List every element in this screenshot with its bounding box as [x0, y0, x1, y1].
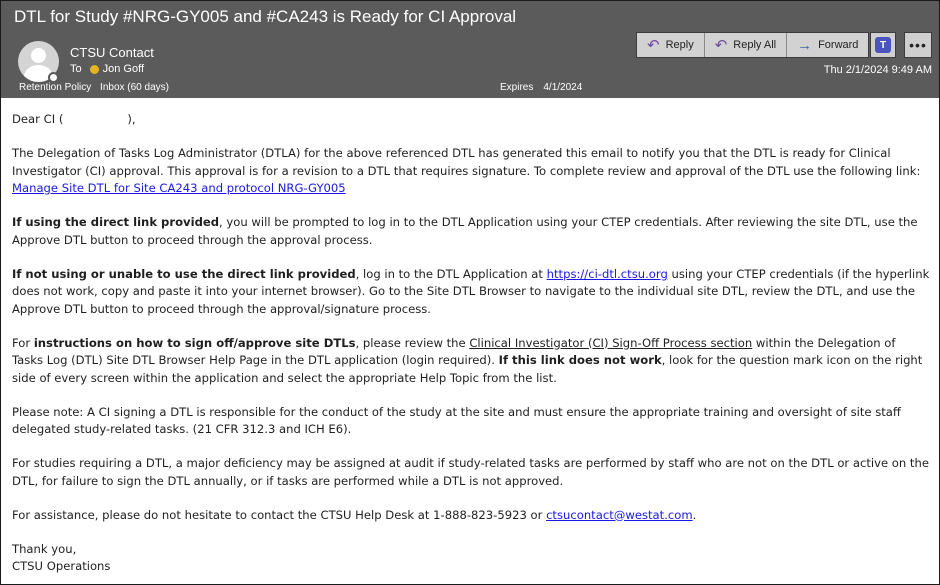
to-label: To: [70, 63, 82, 75]
closing: Thank you,: [12, 541, 77, 556]
forward-button[interactable]: [787, 33, 868, 57]
expires-label: Expires: [500, 82, 534, 93]
reply-all-button[interactable]: [705, 33, 787, 57]
reply-arrow-icon: ↶: [647, 36, 660, 54]
retention-info: [19, 82, 175, 93]
sender-name[interactable]: CTSU Contact: [70, 45, 154, 60]
reply-all-label: Reply All: [733, 39, 777, 51]
dtl-application-link[interactable]: https://ci-dtl.ctsu.org: [546, 266, 668, 281]
message-header: [1, 1, 940, 98]
expires-date: 4/1/2024: [543, 82, 583, 93]
paragraph-notification: The Delegation of Tasks Log Administrator (DTLA) for the above referenced DTL has generated this email to notify you that the DTL is ready for Clinical Investigator (CI) approval. This approval is for a revision to a DTL that requires signature. To complete review and approval of the DTL use the following link: Manage Site DTL for Site CA243 and protocol NRG-GY005: [12, 146, 921, 195]
recipient-name[interactable]: Jon Goff: [102, 63, 145, 75]
recipient-row: [70, 63, 144, 75]
paragraph-deficiency: For studies requiring a DTL, a major deficiency may be assigned at audit if study-related tasks are performed by staff who are not on the DTL or active on the DTL, for failure to sign the DTL annually, or if tasks are performed while a DTL is not approved.: [12, 456, 929, 488]
forward-label: Forward: [818, 39, 859, 51]
retention-policy-label: Retention Policy: [19, 82, 92, 93]
reply-button[interactable]: [637, 33, 705, 57]
paragraph-no-direct-link: If not using or unable to use the direct link provided, log in to the DTL Application at https://ci-dtl.ctsu.org using your CTEP credentials (if the hyperlink does not work, copy and paste it into your internet browser). Go to the Site DTL Browser to navigate to the individual site DTL, review the DTL, and use the Approve DTL button to proceed through the approval/signature process.: [12, 266, 930, 316]
paragraph-instructions: For instructions on how to sign off/approve site DTLs, please review the Clinical Investigator (CI) Sign-Off Process section within the Delegation of Tasks Log (DTL) Site DTL Browser Help Page in the DTL application (login required). If this link does not work, look for the question mark icon on the right side of every screen within the application and select the appropriate Help Topic from the list.: [12, 335, 923, 385]
paragraph-note: Please note: A CI signing a DTL is responsible for the conduct of the study at the site and must ensure the appropriate training and oversight of site staff delegated study-related tasks. (21 CFR 312.3 and ICH E6).: [12, 404, 901, 436]
teams-button[interactable]: [870, 32, 896, 58]
sent-date: Thu 2/1/2024 9:49 AM: [823, 64, 932, 76]
forward-arrow-icon: →: [797, 36, 813, 54]
reply-label: Reply: [665, 39, 694, 51]
teams-icon: T: [875, 37, 891, 53]
more-options-icon: •••: [909, 37, 927, 53]
message-body: [12, 111, 930, 576]
ctsu-contact-email-link[interactable]: ctsucontact@westat.com: [546, 507, 693, 522]
paragraph-assistance: For assistance, please do not hesitate to contact the CTSU Help Desk at 1-888-823-5923 or ctsucontact@westat.com.: [12, 507, 697, 522]
more-options-button[interactable]: [904, 32, 932, 58]
avatar-person-icon: [31, 48, 46, 63]
reply-all-arrow-icon: ↶: [714, 36, 728, 54]
expires-info: [500, 82, 592, 93]
manage-site-dtl-link[interactable]: Manage Site DTL for Site CA243 and protocol NRG-GY005: [12, 181, 346, 195]
retention-inbox-label: Inbox (60 days): [100, 82, 169, 93]
signature: CTSU Operations: [12, 559, 111, 573]
paragraph-direct-link: If using the direct link provided, you will be prompted to log in to the DTL Application using your CTEP credentials. After reviewing the site DTL, use the Approve DTL button to proceed through the approval process.: [12, 215, 918, 247]
recipient-presence-icon: [90, 65, 99, 74]
message-actions: [636, 32, 869, 58]
email-subject: DTL for Study #NRG-GY005 and #CA243 is Ready for CI Approval: [14, 7, 517, 26]
ci-signoff-section-link[interactable]: Clinical Investigator (CI) Sign-Off Process section: [469, 335, 753, 350]
greeting: Dear CI ( ),: [12, 112, 136, 126]
